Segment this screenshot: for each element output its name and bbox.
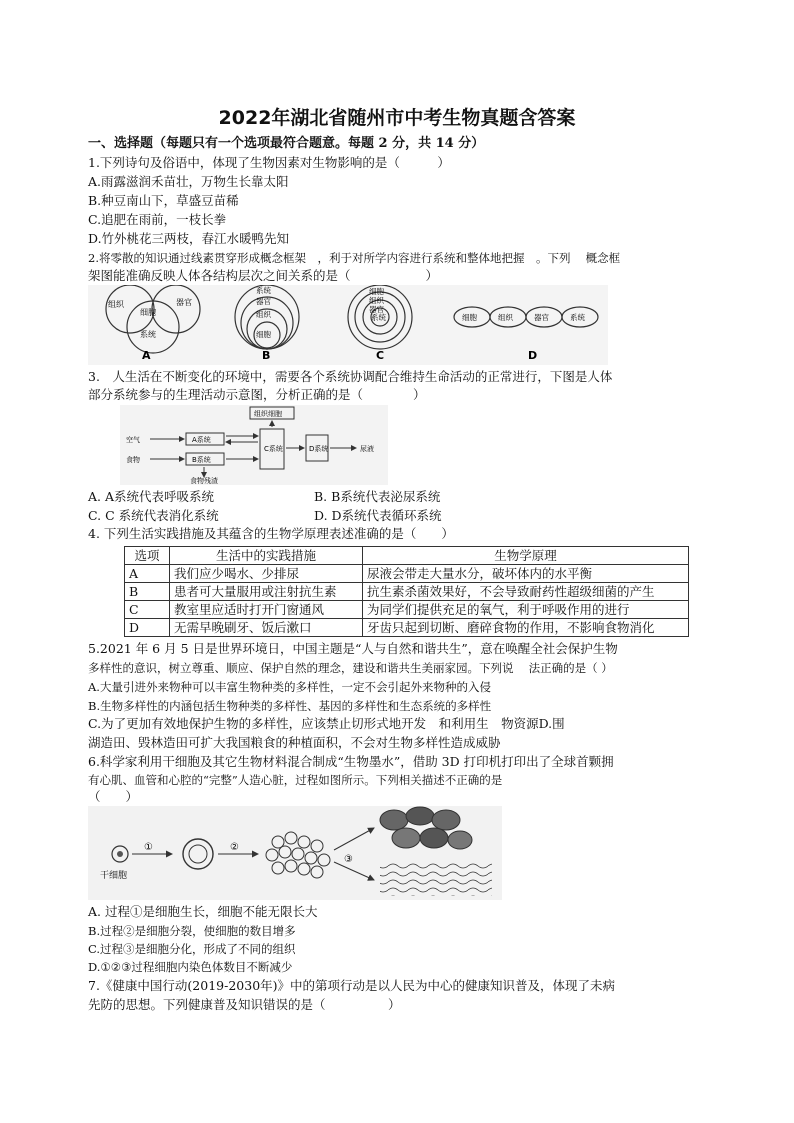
header-practice: 生活中的实践措施	[170, 547, 363, 565]
section-heading: 一、选择题（每题只有一个选项最符合题意。每题 2 分，共 14 分）	[88, 136, 485, 151]
q2-c-term-4: 系统	[371, 313, 386, 322]
q2-d-term-4: 系统	[570, 313, 585, 322]
page-title: 2022年湖北省随州市中考生物真题含答案	[218, 107, 576, 129]
q2-c-label: C	[376, 349, 385, 362]
table-row	[125, 619, 689, 637]
q3-waste-label: 食物残渣	[190, 477, 218, 485]
table-row	[125, 601, 689, 619]
q2-d-term-2: 组织	[498, 313, 513, 322]
table-header-row	[125, 547, 689, 565]
q5-option-b: B.生物多样性的内涵包括生物种类的多样性、基因的多样性和生态系统的多样性	[88, 699, 492, 713]
q3-stem-line2: 部分系统参与的生理活动示意图，分析正确的是（ ）	[88, 387, 426, 402]
q2-c-term-3: 器官	[369, 305, 384, 314]
q2-c-term-2: 组织	[369, 296, 384, 305]
q2-b-term-3: 组织	[256, 310, 271, 319]
table-row	[125, 565, 689, 583]
q3-a-label: A系统	[192, 436, 211, 444]
q2-a-label: A	[142, 349, 151, 362]
q2-b-term-4: 细胞	[256, 330, 271, 339]
q2-b-term-1: 系统	[256, 286, 271, 295]
row-practice: 我们应少喝水、少排尿	[170, 565, 363, 583]
q2-stem-line2: 架图能准确反映人体各结构层次之间关系的是（ ）	[88, 268, 439, 283]
q6-option-c: C.过程③是细胞分化，形成了不同的组织	[88, 942, 296, 956]
q3-system-diagram	[120, 405, 388, 485]
q5-line2: 多样性的意识，树立尊重、顺应、保护自然的理念，建设和谐共生美丽家园。下列说 法正确的是（ ）	[88, 661, 613, 675]
row-option: D	[125, 619, 170, 637]
q1-option-b: B.种豆南山下，草盛豆苗稀	[88, 193, 239, 208]
q3-c-label: C系统	[264, 445, 283, 453]
q6-line1: 6.科学家利用干细胞及其它生物材料混合制成“生物墨水”，借助 3D 打印机打印出了全球首颗拥	[88, 754, 614, 769]
q6-stem-cell-diagram	[88, 806, 502, 900]
q2-c-term-1: 细胞	[369, 287, 384, 296]
q6-step-1: ①	[144, 842, 153, 853]
q3-air-label: 空气	[126, 436, 140, 444]
q7-line2: 先防的思想。下列健康普及知识错误的是（ ）	[88, 997, 401, 1012]
q1-option-d: D.竹外桃花三两枝，春江水暖鸭先知	[88, 231, 290, 246]
q2-a-term-3: 细胞	[140, 308, 156, 317]
q1-option-a: A.雨露滋润禾苗壮，万物生长靠太阳	[88, 174, 289, 189]
header-option: 选项	[125, 547, 170, 565]
q1-option-c: C.追肥在雨前，一枝长拳	[88, 212, 227, 227]
q2-b-term-2: 器官	[256, 297, 271, 306]
q2-stem-line1: 2.将零散的知识通过线素贯穿形成概念框架 ，利于对所学内容进行系统和整体地把握 。下列 概念框	[88, 251, 621, 265]
header-principle: 生物学原理	[363, 547, 689, 565]
q2-d-label: D	[528, 349, 538, 362]
row-option: A	[125, 565, 170, 583]
q6-option-d: D.①②③过程细胞内染色体数目不断减少	[88, 960, 293, 974]
row-practice: 教室里应适时打开门窗通风	[170, 601, 363, 619]
q3-option-b: B. B系统代表泌尿系统	[314, 489, 441, 504]
q3-option-c: C. C 系统代表消化系统	[88, 508, 219, 523]
q3-b-label: B系统	[192, 456, 211, 464]
table-row	[125, 583, 689, 601]
row-principle: 为同学们提供充足的氧气，利于呼吸作用的进行	[363, 601, 689, 619]
q7-line1: 7.《健康中国行动(2019-2030年)》中的第项行动是以人民为中心的健康知识普及，体现了未病	[88, 978, 616, 993]
q2-a-term-2: 器官	[176, 298, 192, 307]
q5-line1: 5.2021 年 6 月 5 日是世界环境日，中国主题是“人与自然和谐共生”，意在唤醒全社会保护生物	[88, 641, 618, 656]
row-option: C	[125, 601, 170, 619]
q1-stem: 1.下列诗句及俗语中，体现了生物因素对生物影响的是（ ）	[88, 155, 450, 170]
row-principle: 尿液会带走大量水分，破坏体内的水平衡	[363, 565, 689, 583]
row-practice: 无需早晚刷牙、饭后漱口	[170, 619, 363, 637]
q3-food-label: 食物	[126, 456, 140, 464]
q6-line3: （ ）	[88, 789, 139, 804]
q6-step-2: ②	[230, 842, 239, 853]
row-principle: 牙齿只起到切断、磨碎食物的作用，不影响食物消化	[363, 619, 689, 637]
q2-a-term-1: 组织	[108, 300, 124, 309]
q2-b-label: B	[262, 349, 271, 362]
q4-table	[124, 546, 689, 637]
q2-d-term-1: 细胞	[462, 313, 477, 322]
q5-option-d: 湖造田、毁林造田可扩大我国粮食的种植面积，不会对生物多样性造成威胁	[88, 735, 501, 750]
q6-option-a: A. 过程①是细胞生长，细胞不能无限长大	[88, 904, 318, 919]
q6-step-3: ③	[344, 854, 353, 865]
fiber-tissue	[380, 862, 492, 896]
q6-option-b: B.过程②是细胞分裂，使细胞的数目增多	[88, 924, 296, 938]
row-option: B	[125, 583, 170, 601]
q3-urine-label: 尿液	[360, 445, 374, 453]
q4-stem: 4. 下列生活实践措施及其蕴含的生物学原理表述准确的是（ ）	[88, 526, 454, 541]
q5-option-a: A.大量引进外来物种可以丰富生物种类的多样性，一定不会引起外来物种的入侵	[88, 680, 491, 694]
q5-option-c: C.为了更加有效地保护生物的多样性，应该禁止切形式地开发 和利用生 物资源D.围	[88, 716, 565, 731]
q3-d-label: D系统	[309, 445, 329, 453]
q6-cell-label: 干细胞	[100, 871, 128, 881]
q3-option-a: A. A系统代表呼吸系统	[88, 489, 215, 504]
row-practice: 患者可大量服用或注射抗生素	[170, 583, 363, 601]
q3-stem-line1: 3. 人生活在不断变化的环境中，需要各个系统协调配合维持生命活动的正常进行，下图是人体	[88, 369, 613, 384]
q3-top-label: 组织细胞	[254, 410, 282, 418]
q6-line2: 有心肌、血管和心腔的“完整”人造心脏，过程如图所示。下列相关描述不正确的是	[88, 773, 503, 787]
q2-a-term-4: 系统	[140, 330, 156, 339]
row-principle: 抗生素杀菌效果好，不会导致耐药性超级细菌的产生	[363, 583, 689, 601]
q2-d-term-3: 器官	[534, 313, 549, 322]
q3-option-d: D. D系统代表循环系统	[314, 508, 442, 523]
q2-concept-diagram	[88, 285, 608, 365]
